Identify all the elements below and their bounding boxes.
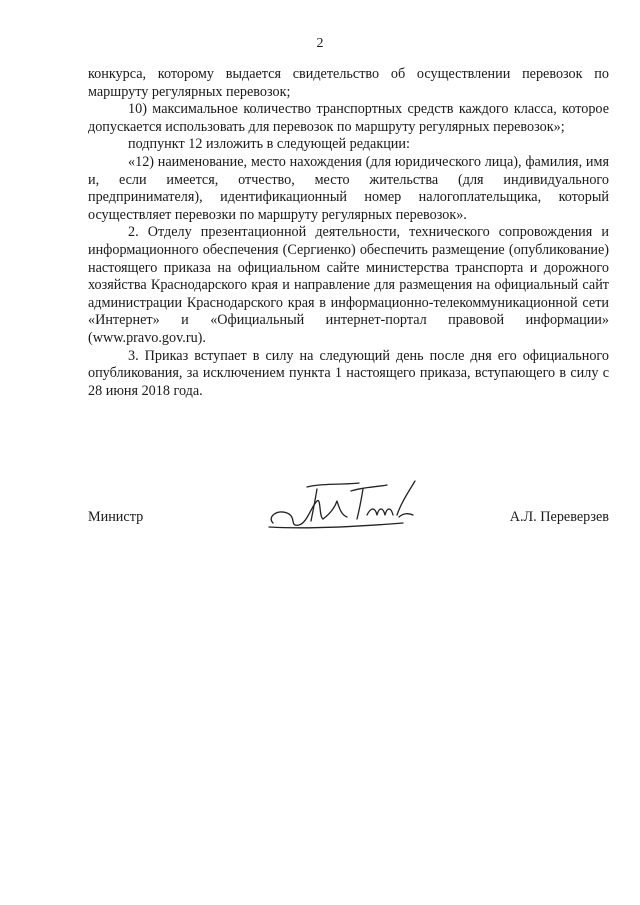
document-body xyxy=(88,66,609,400)
signatory-name: А.Л. Переверзев xyxy=(509,509,609,525)
handwritten-signature xyxy=(263,477,438,537)
paragraph-subpoint-12-intro: подпункт 12 изложить в следующей редакции: xyxy=(128,136,410,153)
signature-block xyxy=(88,503,609,543)
paragraph-item-12: «12) наименование, место нахождения (для юридического лица), фамилия, имя и, если имеется, отчество, место жительства (для индивидуального предпринимателя), идентификационный номер налогоплательщика, который осуществляет перевозки по маршруту регулярных перевозок». xyxy=(88,153,609,223)
paragraph-point-2: 2. Отделу презентационной деятельности, технического сопровождения и информационного обеспечения (Сергиенко) обеспечить размещение (опубликование) настоящего приказа на официальном сайте министерства транспорта и дорожного хозяйства Краснодарского края и направление для размещения на официальный сайт администрации Краснодарского края в информационно-телекоммуникационной сети «Интернет» и «Официальный интернет-портал правовой информации» (www.pravo.gov.ru). xyxy=(88,224,609,346)
paragraph-continuation: конкурса, которому выдается свидетельство об осуществлении перевозок по маршруту регулярных перевозок; xyxy=(88,66,609,100)
paragraph-point-3: 3. Приказ вступает в силу на следующий день после дня его официального опубликования, за исключением пункта 1 настоящего приказа, вступающего в силу с 28 июня 2018 года. xyxy=(88,347,609,399)
page-number: 2 xyxy=(316,36,324,51)
signatory-title: Министр xyxy=(88,509,144,525)
paragraph-item-10: 10) максимальное количество транспортных средств каждого класса, которое допускается использовать для перевозок по маршруту регулярных перевозок»; xyxy=(88,101,609,135)
